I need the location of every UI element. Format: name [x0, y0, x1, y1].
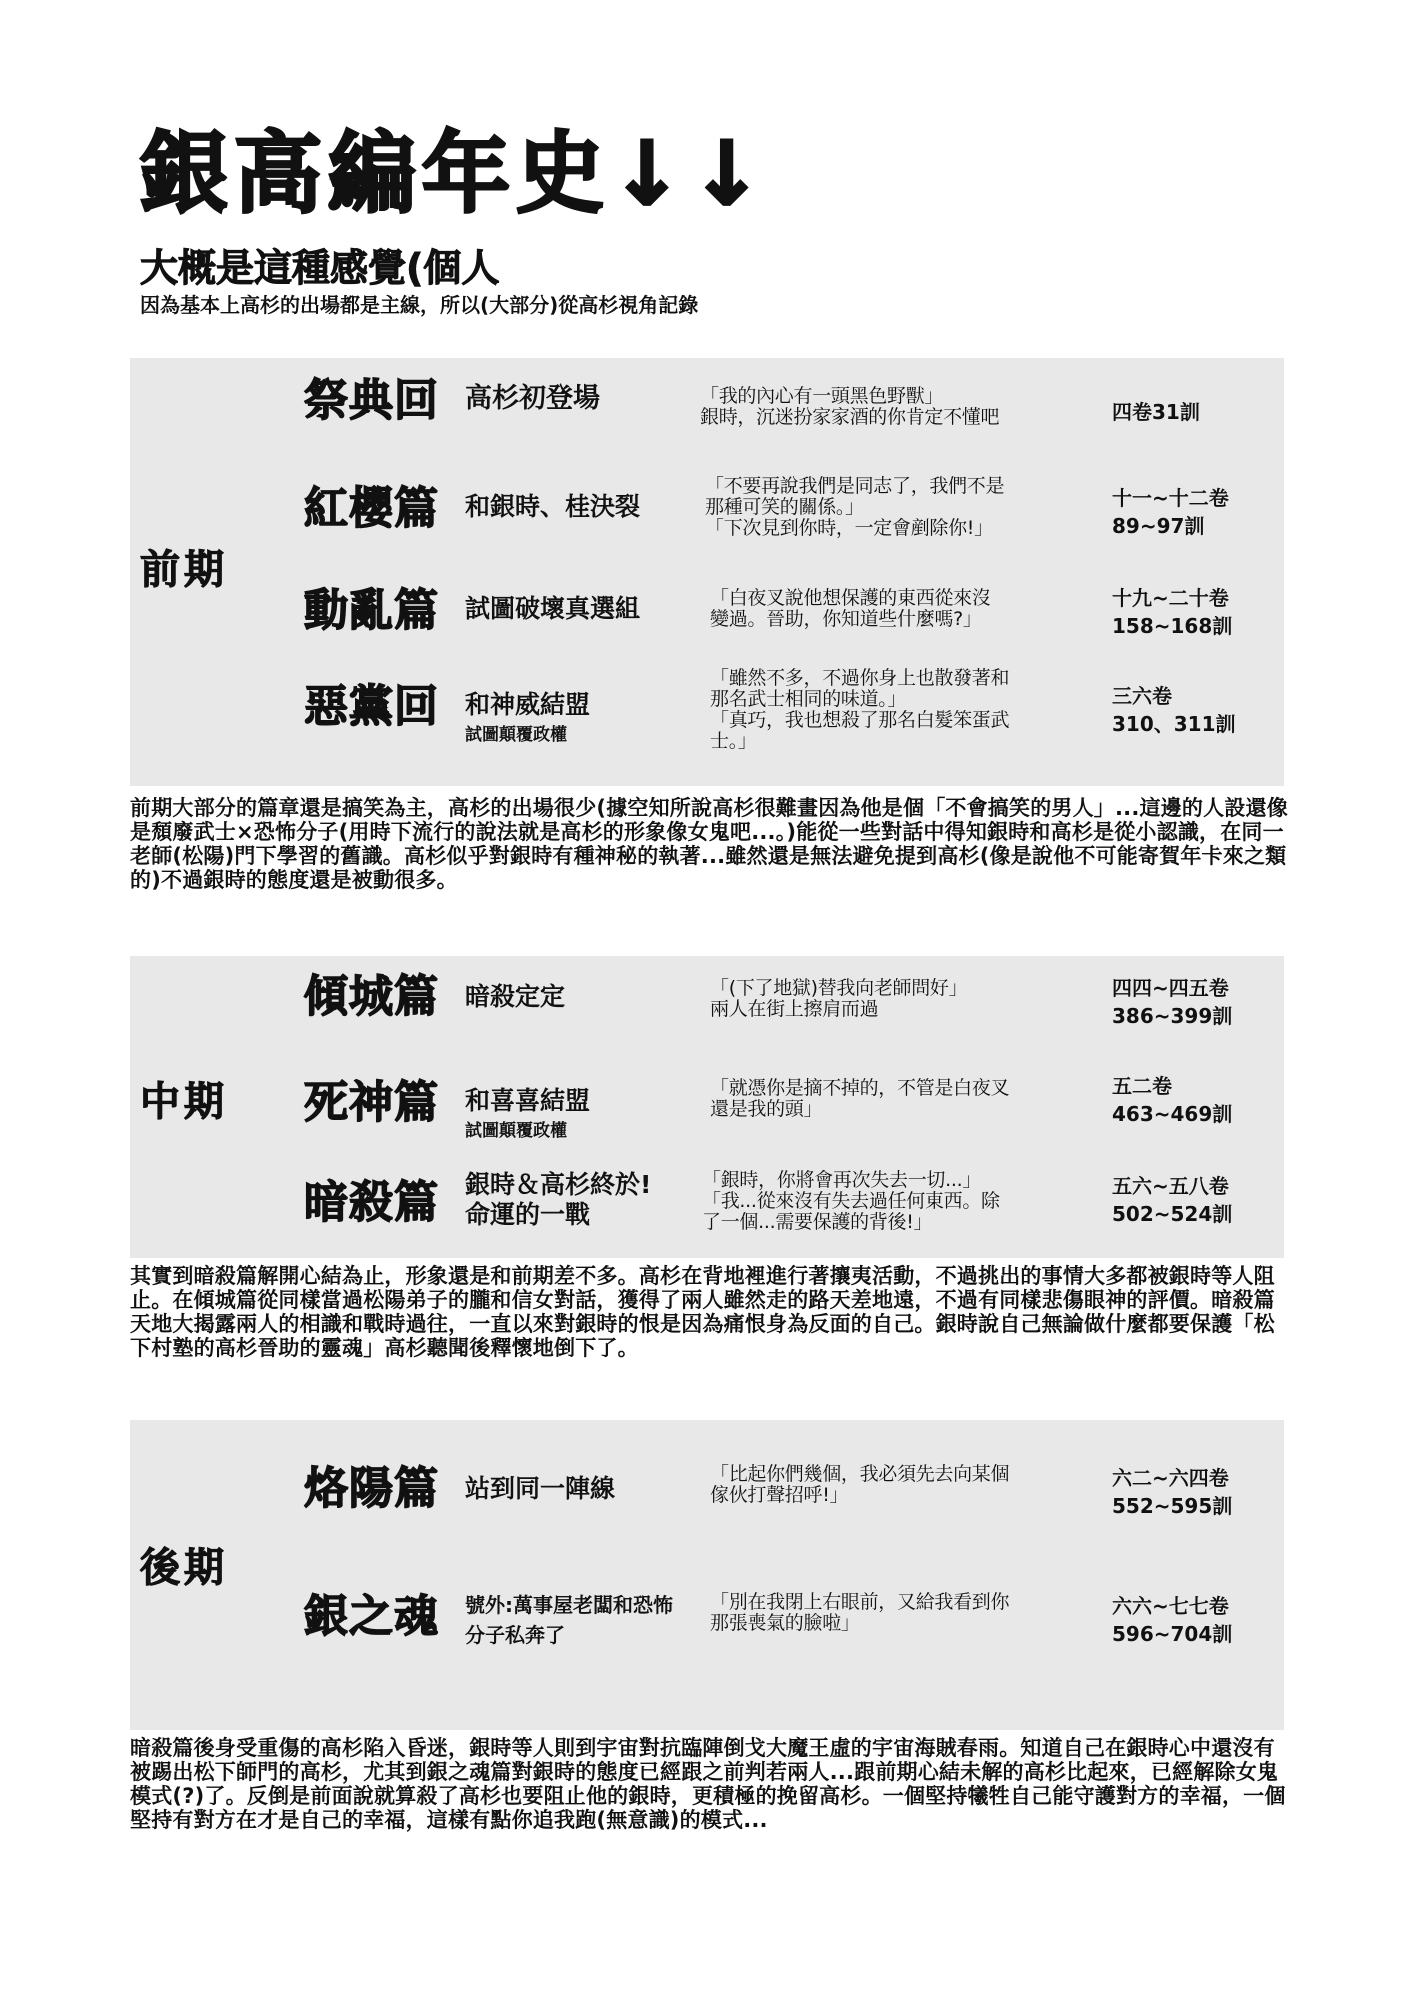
period-panel-middle: [130, 956, 1284, 1258]
arc-name: 銀之魂: [304, 1591, 439, 1642]
arc-event: 高杉初登場: [465, 383, 600, 414]
period-summary: 其實到暗殺篇解開心結為止，形象還是和前期差不多。高杉在背地裡進行著攘夷活動，不過挑出的事情大多都被銀時等人阻止。在傾城篇從同樣當過松陽弟子的朧和信女對話，獲得了兩人雖然走的路天差地遠，不過有同樣悲傷眼神的評價。暗殺篇天地大揭露兩人的相識和戰時過往，一直以來對銀時的恨是因為痛恨身為反面的自己。銀時說自己無論做什麼都要保護「松下村塾的高杉晉助的靈魂」高杉聽聞後釋懷地倒下了。: [130, 1264, 1275, 1360]
arc-name: 烙陽篇: [304, 1463, 439, 1514]
arc-subevent: 試圖顛覆政權: [465, 1121, 567, 1141]
period-panel-late: [130, 1420, 1284, 1730]
arc-event: 和喜喜結盟: [465, 1086, 591, 1115]
page-note: 因為基本上高杉的出場都是主線，所以(大部分)從高杉視角記錄: [140, 293, 699, 317]
arc-name: 暗殺篇: [304, 1177, 439, 1228]
arc-volume: 五二卷 463~469訓: [1112, 1074, 1233, 1126]
arc-event: 銀時＆高杉終於!命運的一戰: [465, 1170, 652, 1229]
period-summary: 前期大部分的篇章還是搞笑為主，高杉的出場很少(據空知所說高杉很難畫因為他是個「不會搞笑的男人」...這邊的人設還像是頹廢武士×恐怖分子(用時下流行的說法就是高杉的形象像女鬼吧...。)能從一些對話中得知銀時和高杉是從小認識，在同一老師(松陽)門下學習的舊識。高杉似乎對銀時有種神秘的執著...雖然還是無法避免提到高杉(像是說他不可能寄賀年卡來之類的)不過銀時的態度還是被動很多。: [130, 796, 1288, 892]
arc-name: 傾城篇: [304, 971, 439, 1022]
arc-quote: 「銀時，你將會再次失去一切...」 「我...從來沒有失去過任何東西。除了一個...需要保護的背後!」: [702, 1169, 1000, 1233]
arc-event: 號外:萬事屋老闆和恐怖分子私奔了: [465, 1593, 673, 1647]
page-title: 銀高編年史↓↓: [140, 122, 770, 225]
arc-event: 試圖破壞真選組: [465, 594, 641, 623]
arc-quote: 「別在我閉上右眼前，又給我看到你那張喪氣的臉啦」: [710, 1591, 1010, 1634]
arc-volume: 三六卷 310、311訓: [1112, 684, 1236, 736]
arc-name: 動亂篇: [304, 585, 439, 636]
arc-name: 祭典回: [304, 375, 439, 426]
arc-event: 和神威結盟: [465, 690, 591, 719]
arc-quote: 「雖然不多，不過你身上也散發著和那名武士相同的味道。」 「真巧，我也想殺了那名白髮笨蛋武士。」: [710, 667, 1010, 752]
period-label: 前期: [140, 547, 228, 593]
period-panel-early: [130, 358, 1284, 786]
period-label: 後期: [140, 1545, 228, 1591]
arc-event: 暗殺定定: [465, 982, 566, 1011]
arc-volume: 十九~二十卷 158~168訓: [1112, 586, 1233, 638]
arc-volume: 五六~五八卷 502~524訓: [1112, 1174, 1233, 1226]
arc-name: 死神篇: [304, 1077, 439, 1128]
arc-name: 惡黨回: [304, 681, 439, 732]
arc-volume: 十一~十二卷 89~97訓: [1112, 486, 1229, 538]
arc-subevent: 試圖顛覆政權: [465, 725, 567, 745]
arc-event: 站到同一陣線: [465, 1474, 616, 1503]
arc-quote: 「我的內心有一頭黑色野獸」 銀時，沉迷扮家家酒的你肯定不懂吧: [700, 385, 1000, 428]
arc-volume: 六二~六四卷 552~595訓: [1112, 1466, 1233, 1518]
arc-volume: 四四~四五卷 386~399訓: [1112, 976, 1233, 1028]
arc-event: 和銀時、桂決裂: [465, 492, 641, 521]
arc-quote: 「白夜叉說他想保護的東西從來沒變過。晉助，你知道些什麼嗎?」: [710, 587, 991, 630]
arc-quote: 「就憑你是摘不掉的，不管是白夜叉還是我的頭」: [710, 1077, 1010, 1120]
period-summary: 暗殺篇後身受重傷的高杉陷入昏迷，銀時等人則到宇宙對抗臨陣倒戈大魔王虛的宇宙海賊春雨。知道自己在銀時心中還沒有被踢出松下師門的高杉，尤其到銀之魂篇對銀時的態度已經跟之前判若兩人...跟前期心結未解的高杉比起來，已經解除女鬼模式(?)了。反倒是前面說就算殺了高杉也要阻止他的銀時，更積極的挽留高杉。一個堅持犧牲自己能守護對方的幸福，一個堅持有對方在才是自己的幸福，這樣有點你追我跑(無意識)的模式...: [130, 1736, 1286, 1832]
arc-volume: 四卷31訓: [1112, 400, 1200, 424]
arc-volume: 六六~七七卷 596~704訓: [1112, 1594, 1233, 1646]
arc-name: 紅櫻篇: [304, 483, 439, 534]
arc-quote: 「(下了地獄)替我向老師問好」 兩人在街上擦肩而過: [710, 977, 968, 1020]
period-label: 中期: [140, 1079, 228, 1125]
arc-quote: 「不要再說我們是同志了，我們不是那種可笑的關係。」 「下次見到你時，一定會剷除你!」: [705, 475, 1005, 539]
arc-quote: 「比起你們幾個，我必須先去向某個傢伙打聲招呼!」: [710, 1463, 1010, 1506]
page-subtitle: 大概是這種感覺(個人: [140, 246, 500, 290]
